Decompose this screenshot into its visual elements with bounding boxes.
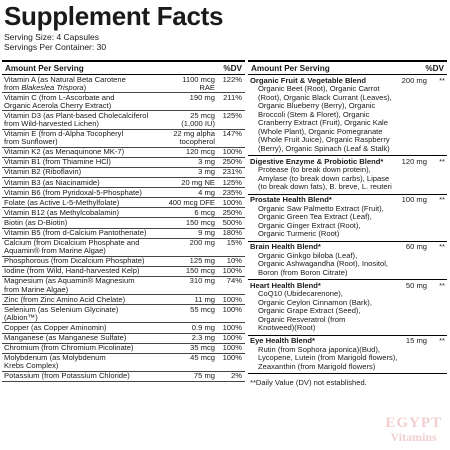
name-line: Iodine (from Wild, Hand-harvested Kelp)	[4, 266, 140, 276]
name-line: Biotin (as D-Biotin)	[4, 217, 68, 227]
amount-line: (1,000 IU)	[181, 118, 215, 128]
blend-ingredient-line: Organic Resveratrol (from	[258, 314, 346, 324]
name-line: (Albion™)	[4, 312, 38, 322]
nutrient-row	[2, 323, 245, 333]
supplement-facts-title: Supplement Facts	[4, 1, 224, 31]
blend-ingredient-line: Organic Grape Extract (Seed),	[258, 306, 361, 315]
nutrient-row	[2, 257, 245, 267]
name-part: )	[83, 82, 87, 92]
blend-amount: 200 mg	[401, 75, 427, 85]
nutrient-amount	[158, 209, 218, 217]
blend-ingredient-line: Amylase (to break down carbs), Lipase	[258, 173, 390, 183]
nutrient-row	[2, 229, 245, 239]
nutrient-amount	[158, 76, 218, 92]
name-line: Vitamin C (from L-Ascorbate and	[4, 92, 115, 102]
amount-line: 150 mcg	[185, 217, 215, 227]
amount-line: 55 mcg	[190, 304, 215, 314]
amount-line: 75 mg	[193, 371, 215, 381]
nutrient-row	[2, 188, 245, 198]
amount-line: 9 mg	[198, 228, 215, 237]
blend-ingredient-line: CoQ10 (Ubidecarenone),	[258, 289, 343, 298]
nutrient-list	[2, 75, 245, 382]
nutrient-amount	[158, 158, 218, 166]
name-line: Krebs Complex)	[4, 361, 59, 371]
nutrient-dv: 100%	[222, 304, 242, 314]
nutrient-dv: 147%	[222, 129, 242, 139]
nutrient-row	[2, 354, 245, 372]
nutrient-dv: 125%	[222, 110, 242, 120]
nutrient-dv: 100%	[222, 294, 242, 304]
nutrient-name	[4, 158, 158, 166]
blend-dv: **	[439, 75, 445, 85]
nutrient-amount	[158, 354, 218, 370]
nutrient-name	[4, 179, 158, 187]
amount-line: 3 mg	[198, 157, 215, 167]
amount-line: 2.3 mg	[191, 333, 215, 343]
amount-line: 1100 mcg	[182, 74, 215, 84]
name-line: Chromium (from Chromium Picolinate)	[4, 343, 134, 353]
nutrient-dv: 250%	[222, 207, 242, 217]
name-line: Selenium (as Selenium Glycinate)	[4, 304, 119, 314]
amount-line: tocopherol	[179, 137, 215, 147]
nutrient-name	[4, 199, 158, 207]
blend-ingredient-line: Protease (to break down protein),	[258, 165, 371, 174]
blend-dv: **	[439, 156, 445, 166]
amount-line: 200 mg	[189, 238, 215, 248]
blend-ingredient-line: Organic Beet (Root), Organic Carrot	[258, 84, 380, 93]
nutrient-amount	[158, 344, 218, 352]
blend-ingredient-line: Cranberry Extract (Fruit), Organic Kale	[258, 118, 388, 127]
name-line: Potassium (from Potassium Chloride)	[4, 371, 130, 381]
amount-line: 400 mcg DFE	[168, 197, 215, 207]
nutrient-dv: 15%	[226, 238, 242, 248]
nutrient-name	[4, 219, 158, 227]
nutrient-amount	[158, 219, 218, 227]
nutrient-name	[4, 130, 158, 146]
nutrient-dv: 122%	[222, 74, 242, 84]
blend-ingredient-line: (Whole Fruit Juice), Organic Raspberry	[258, 135, 390, 144]
amount-line: 190 mg	[189, 92, 215, 102]
blend-name: Eye Health Blend*	[250, 336, 315, 345]
nutrient-name	[4, 112, 158, 128]
nutrient-amount	[158, 199, 218, 207]
nutrient-row	[2, 178, 245, 188]
blend-ingredient-line: Organic Green Tea Extract (Leaf),	[258, 212, 372, 221]
nutrient-name	[4, 229, 158, 237]
amount-line: 20 mg NE	[181, 177, 215, 187]
amount-line: 4 mg	[198, 187, 215, 197]
name-line: Vitamin B2 (Riboflavin)	[4, 167, 82, 177]
nutrient-amount	[158, 296, 218, 304]
blend-dv: **	[439, 280, 445, 290]
name-line: Magnesium (as Aquamin® Magnesium	[4, 276, 135, 286]
blend-name: Digestive Enzyme & Probiotic Blend*	[250, 156, 384, 166]
nutrient-amount	[158, 372, 218, 380]
blend-ingredient-line: Organic Saw Palmetto Extract (Fruit),	[258, 203, 384, 213]
blend-amount: 120 mg	[401, 156, 427, 166]
nutrient-amount	[158, 277, 218, 293]
blend-ingredient-line: Broccoli (Stem & Floret), Organic	[258, 109, 370, 119]
nutrient-row	[2, 295, 245, 305]
amount-line: 125 mg	[189, 256, 215, 266]
blend-block	[248, 242, 447, 281]
nutrient-dv: 211%	[223, 92, 242, 102]
nutrient-name	[4, 189, 158, 197]
nutrient-name	[4, 267, 158, 275]
blend-ingredient-line: (to break down fats), B. breve, L. reuteri	[258, 182, 392, 191]
blend-amount: 60 mg	[405, 242, 427, 251]
name-line: Phosphorous (from Dicalcium Phosphate)	[4, 256, 145, 266]
name-line: Calcium (from Dicalcium Phosphate and	[4, 238, 140, 248]
serving-size: Serving Size: 4 Capsules	[4, 32, 99, 42]
watermark-logo: EGYPT Vitamins	[385, 415, 442, 444]
blend-block	[248, 195, 447, 242]
amount-line: 150 mcg	[185, 266, 215, 276]
nutrient-name	[4, 344, 158, 352]
nutrient-dv: 125%	[222, 177, 242, 187]
blend-ingredient-line: Rutin (from Sophora japonica)(Bud),	[258, 344, 380, 354]
name-line: Aquamin® from Marine Algae)	[4, 246, 106, 256]
nutrient-amount	[158, 130, 218, 146]
blend-name: Brain Health Blend*	[250, 242, 321, 251]
nutrient-name	[4, 354, 158, 370]
nutrient-row	[2, 93, 245, 111]
nutrient-amount	[158, 324, 218, 332]
nutrient-name	[4, 334, 158, 342]
nutrient-amount	[158, 189, 218, 197]
nutrient-dv: 10%	[226, 256, 242, 266]
blend-ingredient-line: Organic Ceylon Cinnamon (Bark),	[258, 297, 372, 307]
name-line: Copper (as Copper Aminomin)	[4, 322, 107, 332]
amount-line: 6 mcg	[194, 207, 215, 217]
name-line: Vitamin B3 (as Niacinamide)	[4, 177, 100, 187]
nutrient-row	[2, 208, 245, 218]
nutrient-name	[4, 148, 158, 156]
name-line: from Wild-harvested Lichen)	[4, 118, 99, 128]
blend-block	[248, 156, 447, 195]
blend-ingredient-line: Boron (from Boron Citrate)	[258, 267, 348, 277]
nutrient-dv: 2%	[231, 371, 242, 381]
name-line: Vitamin D3 (as Plant-based Cholecalciferol	[4, 110, 149, 120]
blend-block	[248, 336, 447, 375]
amount-per-serving-label: Amount Per Serving	[5, 63, 84, 73]
nutrient-amount	[158, 257, 218, 265]
blend-block	[248, 75, 447, 156]
nutrient-dv: 100%	[222, 322, 242, 332]
blend-dv: **	[439, 195, 445, 204]
column-header	[248, 62, 447, 75]
nutrient-amount	[158, 148, 218, 156]
nutrient-amount	[158, 179, 218, 187]
blend-ingredient-line: Organic Blueberry (Berry), Organic	[258, 101, 376, 110]
amount-line: 120 mcg	[185, 147, 215, 157]
nutrient-dv: 100%	[222, 353, 242, 363]
nutrient-column-left	[2, 60, 245, 382]
footnote: **Daily Value (DV) not established.	[250, 378, 367, 387]
blend-ingredient-line: Knotweed)(Root)	[258, 323, 316, 332]
name-line: Organic Acerola Cherry Extract)	[4, 100, 112, 110]
blend-block	[248, 280, 447, 336]
name-line: Vitamin A (as Natural Beta Carotene	[4, 74, 126, 84]
nutrient-dv: 100%	[222, 266, 242, 276]
amount-line: 0.9 mg	[191, 322, 215, 332]
blend-dv: **	[439, 242, 445, 251]
nutrient-dv: 100%	[222, 197, 242, 207]
nutrient-row	[2, 75, 245, 93]
nutrient-dv: 180%	[222, 228, 242, 237]
nutrient-dv: 100%	[222, 147, 242, 157]
name-line: from Marine Algae)	[4, 284, 69, 294]
nutrient-amount	[158, 239, 218, 255]
nutrient-amount	[158, 229, 218, 237]
nutrient-row	[2, 267, 245, 277]
nutrient-amount	[158, 267, 218, 275]
name-line: Vitamin B12 (as Methylcobalamin)	[4, 207, 120, 217]
blend-ingredient-line: (Whole Plant), Organic Pomegranate	[258, 126, 383, 136]
nutrient-dv: 500%	[222, 217, 242, 227]
nutrient-name	[4, 257, 158, 265]
nutrient-amount	[158, 94, 218, 110]
blend-ingredient-line: Lycopene, Lutein (from Marigold flowers),	[258, 353, 398, 362]
nutrient-row	[2, 158, 245, 168]
nutrient-row	[2, 148, 245, 158]
blend-column-right	[248, 60, 447, 391]
name-line: Vitamin E (from d-Alpha Tocopheryl	[4, 129, 124, 139]
name-line: Molybdenum (as Molybdenum	[4, 353, 106, 363]
blend-name: Organic Fruit & Vegetable Blend	[250, 75, 367, 85]
nutrient-name	[4, 209, 158, 217]
blend-list	[248, 75, 447, 374]
amount-line: 45 mcg	[190, 353, 215, 363]
nutrient-amount	[158, 112, 218, 128]
amount-per-serving-label: Amount Per Serving	[251, 63, 330, 73]
blend-name: Prostate Health Blend*	[250, 195, 332, 204]
nutrient-name	[4, 76, 158, 92]
nutrient-amount	[158, 168, 218, 176]
name-line: Vitamin K2 (as Menaquinone MK-7)	[4, 147, 125, 157]
nutrient-row	[2, 239, 245, 257]
nutrient-dv: 100%	[222, 343, 242, 353]
nutrient-row	[2, 218, 245, 228]
blend-ingredient-line: Organic Turmeric (Root)	[258, 229, 340, 238]
nutrient-name	[4, 239, 158, 255]
blend-dv: **	[439, 336, 445, 345]
amount-line: 22 mg alpha	[173, 129, 215, 139]
blend-ingredient-line: Organic Ashwagandha (Root), Inositol,	[258, 259, 389, 268]
amount-line: 3 mg	[198, 167, 215, 177]
name-line: Vitamin B5 (from d-Calcium Pantothenate)	[4, 228, 147, 237]
blend-amount: 100 mg	[401, 195, 427, 204]
nutrient-row	[2, 372, 245, 382]
blend-amount: 15 mg	[405, 336, 427, 345]
nutrient-dv: 250%	[222, 157, 242, 167]
nutrient-name	[4, 277, 158, 293]
nutrient-row	[2, 168, 245, 178]
nutrient-dv: 235%	[222, 187, 242, 197]
servings-per-container: Servings Per Container: 30	[4, 42, 107, 52]
daily-value-label: %DV	[223, 63, 242, 73]
nutrient-row	[2, 305, 245, 323]
nutrient-dv: 100%	[222, 333, 242, 343]
name-line: Zinc (from Zinc Amino Acid Chelate)	[4, 294, 126, 304]
name-part: from	[4, 82, 22, 92]
nutrient-row	[2, 334, 245, 344]
amount-line: 11 mg	[194, 294, 215, 304]
name-line: Manganese (as Manganese Sulfate)	[4, 333, 127, 343]
nutrient-amount	[158, 306, 218, 322]
name-line: Folate (as Active L-5-Methylfolate)	[4, 197, 120, 207]
name-line: Vitamin B1 (from Thiamine HCl)	[4, 157, 111, 167]
amount-line: 310 mg	[189, 276, 215, 286]
nutrient-row	[2, 111, 245, 129]
name-line	[4, 84, 158, 92]
blend-ingredient-line: Organic Ginkgo biloba (Leaf),	[258, 250, 358, 260]
daily-value-label: %DV	[425, 63, 444, 73]
blend-ingredient-line: Zeaxanthin (from Marigold flowers)	[258, 361, 376, 371]
amount-line: RAE	[199, 82, 215, 92]
nutrient-row	[2, 198, 245, 208]
blend-name: Heart Health Blend*	[250, 280, 321, 290]
name-part-italic: Blakeslea Trispora	[21, 82, 84, 92]
nutrient-row	[2, 344, 245, 354]
nutrient-name	[4, 94, 158, 110]
nutrient-name	[4, 324, 158, 332]
amount-line: 25 mcg	[190, 110, 215, 120]
blend-ingredient-line: (Berry), Organic Spinach (Leaf & Stalk)	[258, 143, 390, 153]
nutrient-name	[4, 296, 158, 304]
nutrient-name	[4, 372, 158, 380]
nutrient-name	[4, 168, 158, 176]
blend-ingredient-line: Organic Ginger Extract (Root),	[258, 220, 361, 230]
name-line: Vitamin B6 (from Pyridoxal-5-Phosphate)	[4, 187, 142, 197]
column-header	[2, 62, 245, 75]
nutrient-dv: 74%	[226, 276, 242, 286]
blend-amount: 50 mg	[405, 280, 427, 290]
amount-line: 35 mcg	[190, 343, 215, 353]
nutrient-dv: 231%	[222, 167, 242, 177]
name-line: from Sunflower)	[4, 137, 58, 147]
nutrient-row	[2, 277, 245, 295]
nutrient-amount	[158, 334, 218, 342]
blend-ingredient-line: (Root), Organic Black Currant (Leaves),	[258, 92, 392, 102]
nutrient-row	[2, 130, 245, 148]
nutrient-name	[4, 306, 158, 322]
